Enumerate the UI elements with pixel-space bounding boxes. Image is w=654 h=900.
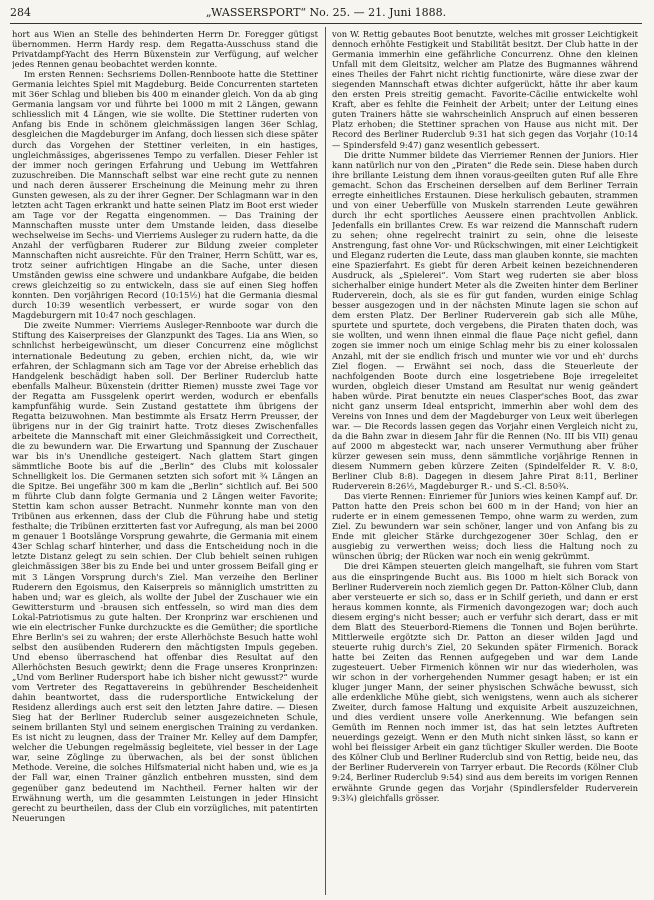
paragraph: von W. Rettig gebautes Boot benutzte, welches mit grosser Leichtigkeit dennoch erhöhte Festigkeit und Stabilität besitzt. Der Club hatte in der Germania immerhin eine gefährliche Concurrenz. Ohne den kleinen Unfall mit dem Gleitsitz, welcher am Platze des Bugmannes während eines Theiles der Fahrt nicht richtig functionirte, wäre diese zwar der siegenden Mannschaft etwas dichter aufgerückt, hätte ihr aber kaum den ersten Preis streitig gemacht. Favorite-Cäcilie entwickelte wohl Kraft, aber es fehlte die Feinheit der Arbeit; unter der Leitung eines guten Trainers hätte sie wahrscheinlich Anspruch auf einen besseren Platz erhoben; die Stettiner sprachen von Hause aus nicht mit. Der Record des Berliner Ruderclub 9:31 hat sich gegen das Vorjahr (10:14 — Spindersfeld 9:47) ganz wesentlich gebessert. (332, 29, 638, 150)
right-column (332, 29, 638, 895)
page-number: 284 (10, 6, 31, 19)
paragraph: Die zweite Nummer: Vierriems Ausleger-Rennboote war durch die Stiftung des Kaiserpreises der Glanzpunkt des Tages. Lia ans Wien, so schnlichst herbeigewünscht, um dieser Concurrenz eine möglichst internationale Bedeutung zu geben, erchien nicht, da, wie wir erfahren, der Schlagmann sich am Tage vor der Abreise erheblich das Handgelenk beschädigt haben soll. Der Berliner Ruderclub hatte ebenfalls Malheur. Büxenstein (dritter Riemen) musste zwei Tage vor der Regatta am Fussgelenk operirt werden, wodurch er ebenfalls kampfunfähig wurde. Sein Zustand gestattete ihm übrigens der Regatta beizuwohnen. Man bestimmte als Ersatz Herrn Preusser, der übrigens nur in der Gig trainirt hatte. Trotz dieses Zwischenfalles arbeitete die Mannschaft mit einer Gleichmässigkeit und Correctheit, die zu bewundern war. Die Erwartung und Spannung der Zuschauer war bis in's Unendliche gesteigert. Nach glattem Start gingen sämmtliche Boote bis auf die „Berlin“ des Clubs mit kolossaler Schnelligkeit los. Die Germanen setzten sich sofort mit ¾ Längen an die Spitze. Bei ungefähr 300 m kam die „Berlin“ sichtlich auf. Bei 500 m führte Club dann folgte Germania und 2 Längen weiter Favorite; Stettin kam schon ausser Betracht. Nunmehr konnte man von den Tribünen aus erkennen, dass der Club die Führung habe und stetig festhalte; die Tribünen erzitterten fast vor Aufregung, als man bei 2000 m genauer 1 Bootslänge Vorsprung gewahrte, die Germania mit einem 43er Schlag scharf hinterher, und dass die Entscheidung noch in die letzte Distanz gelegt zu sein schien. Der Club behielt seinen ruhigen gleichmässigen 38er bis zu Ende bei und unter grossem Beifall ging er mit 3 Längen Vorsprung durch's Ziel. Man verzeihe den Berliner Ruderern den Egoismus, den Kaiserpreis so männiglich umstritten zu haben und; war es gleich, als wollte der Jubel der Zuschauer wie ein Gewittersturm und -brausen sich entfesseln, so wird man dies dem Lokal-Patriotismus zu gute halten. Der Kronprinz war erschienen und wie ein electrischer Funke durchzuckte es die Gemüther; die sportliche Ehre Berlin's sei zu wahren; der erste Allerhöchste Besuch hatte wohl selbst den ausübenden Ruderern den mächtigsten Impuls gegeben. Und ebenso überraschend hat offenbar dies Resultat auf den Allerhöchsten Besuch gewirkt; denn die Frage unseres Kronprinzen: „Und vom Berliner Rudersport habe ich bisher nicht gewusst?“ wurde vom Vertreter des Regattavereins in gebührender Bescheidenheit dahin beantwortet, dass die rudersportliche Entwickelung der Residenz allerdings auch erst seit den letzten Jahre datire. — Diesen Sieg hat der Berliner Ruderclub seiner ausgezeichneten Schule, seinem brillanten Styl und seinem energischen Training zu verdanken. Es ist nicht zu leugnen, dass der Trainer Mr. Kelley auf dem Dampfer, welcher die Uebungen regelmässig begleitete, viel besser in der Lage war, seine Zöglinge zu überwachen, als bei der sonst üblichen Methode. Vereine, die solches Hilfsmaterial nicht haben und, wie es ja der Fall war, einen Trainer gänzlich entbehren mussten, sind dem gegenüber ganz bedeutend im Nachtheil. Ferner halten wir der Erwähnung werth, um die gesammten Leistungen in jeder Hinsicht gerecht zu beurtheilen, dass der Club ein vorzügliches, mit patentirten Neuerungen (12, 320, 318, 823)
column-divider (325, 27, 326, 895)
paragraph: Im ersten Rennen: Sechsriems Dollen-Rennboote hatte die Stettiner Germania leichtes Spiel mit Magdeburg. Beide Concurrenten starteten mit 36er Schlag und blieben bis 400 m einander gleich. Von da ab ging Germania langsam vor und führte bei 1000 m mit 2 Längen, gewann schliesslich mit 4 Längen, wie sie wollte. Die Stettiner ruderten von Anfang bis Ende in schönem gleichmässigen langen 36er Schlag, desgleichen die Magdeburger im Anfang, doch liessen sich diese später durch das Vorgehen der Stettiner verleiten, in ein hastiges, ungleichmässiges, abgerissenes Tempo zu verfallen. Dieser Fehler ist der immer noch geringen Erfahrung und Uebung im Wettfahren zuzuschreiben. Die Mannschaft selbst war eine recht gute zu nennen und nach deren äusserer Erscheinung die Meinung mehr zu ihren Gunsten gewesen, als zu der ihrer Gegner. Der Schlagmann war in den letzten acht Tagen erkrankt und hatte seinen Platz im Boot erst wieder am Tage vor der Regatta eingenommen. — Das Training der Mannschaften musste unter dem Umstande leiden, dass dieselbe wechselweise im Sechs- und Vierriems Ausleger zu rudern hatte, da die Anzahl der verfügbaren Ruderer zur Bildung zweier completer Mannschaften nicht ausreichte. Für den Trainer, Herrn Schütt, war es, trotz seiner aufrichtigen Hingabe an die Sache, unter diesen Umständen gewiss eine schwere und undankbare Aufgabe, die beiden crews gleichzeitig so zu entwickeln, dass sie auf einen Sieg hoffen konnten. Den vorjährigen Record (10:15½) hat die Germania diesmal durch 10:39 wesentlich verbessert, er wurde sogar von den Magdeburgern mit 10:47 noch geschlagen. (12, 69, 318, 321)
page-header (10, 5, 642, 21)
paragraph: Das vierte Rennen: Einriemer für Juniors wies keinen Kampf auf. Dr. Patton hatte den Preis schon bei 600 m in der Hand; von hier an ruderte er in einem gemessenen Tempo, ohne warm zu werden, zum Ziel. Zu bewundern war sein schöner, langer und von Anfang bis zu Ende mit gleicher Stärke durchgezogener 30er Schlag, den er ausgiebig zu verwerthen weiss; doch liess die Haltung noch zu wünschen übrig; der Rücken war noch ein wenig gekrümmt. (332, 491, 638, 562)
left-column (12, 29, 318, 895)
paragraph: Die drei Kämpen steuerten gleich mangelhaft, sie fuhren vom Start aus die einspringende Bucht aus. Bis 1000 m hielt sich Borack von Berliner Ruderverein noch ziemlich gegen Dr. Patton-Kölner Club, dann aber versteuerte er sich so, dass er in Schilf gerieth, und dann er erst heraus kommen konnte, als Firmenich davongezogen war; doch auch diesem erging's nicht besser; auch er verfuhr sich derart, dass er mit dem Blatt des Steuerbord-Riemens die Tonnen und Bojen berührte. Mittlerweile ergötzte sich Dr. Patton an dieser wilden Jagd und steuerte ruhig durch's Ziel, 20 Sekunden später Firmenich. Borack hatte bei Zeiten das Rennen aufgegeben und war dem Lande zugesteuert. Ueber Firmenich können wir nur das wiederholen, was wir schon in der vorhergehenden Nummer gesagt haben; er ist ein kluger junger Mann, der seiner physischen Schwäche bewusst, sich alle erdenkliche Mühe giebt, sich wenigstens, wenn auch als sicherer Zweiter, durch famose Haltung und exquisite Arbeit auszuzeichnen, und dies verdient unsere volle Anerkennung. Wie befangen sein Gemüth im Rennen noch immer ist, das hat sein letztes Auftreten neuerdings gezeigt. Wenn er den Muth nicht sinken lässt, so kann er wohl bei fleissiger Arbeit ein ganz tüchtiger Skuller werden. Die Boote des Kölner Club und Berliner Ruderclub sind von Rettig, beide neu, das der Berliner Ruderverein von Tarryer erbaut. Die Records (Kölner Club 9:24, Berliner Ruderclub 9:54) sind aus dem bereits im vorigen Rennen erwähnte Grunde gegen das Vorjahr (Spindlersfelder Ruderverein 9:3¾) gleichfalls grösser. (332, 561, 638, 803)
paragraph: hort aus Wien an Stelle des behinderten Herrn Dr. Foregger gütigst übernommen. Herrn Hardy resp. dem Regatta-Ausschuss stand die Privatdampf-Yacht des Herrn Büxenstein zur Verfügung, auf welcher jedes Rennen genau beobachtet werden konnte. (12, 29, 318, 70)
header-rule (10, 23, 642, 24)
running-title: „WASSERSPORT“ No. 25. — 21. Juni 1888. (205, 6, 447, 19)
paragraph: Die dritte Nummer bildete das Vierriemer Rennen der Juniors. Hier kann natürlich nur von den „Piraten“ die Rede sein. Diese haben durch ihre brillante Leistung dem ihnen voraus-geeilten guten Ruf alle Ehre gemacht. Schon das Erscheinen derselben auf dem Berliner Terrain erregte einheitliches Erstaunen. Diese herkulisch gebauten, strammen und von einer Ueberfülle von Muskeln starrenden Leute gewähren durch ihr echt sportliches Aeussere einen prachtvollen Anblick. Jedenfalls ein brillantes Crew. Es war reizend die Mannschaft rudern zu sehen; ohne regelrecht trainirt zu sein, ohne die leiseste Anstrengung, fast ohne Vor- und Rückschwingen, mit einer Leichtigkeit und Eleganz ruderten die Leute, dass man glauben konnte, sie machten eine Spazierfahrt. Es giebt für deren Arbeit keinen bezeichnenderen Ausdruck, als „Spielerei“. Vom Start weg ruderten sie aber bloss sicherhalber einige hundert Meter als die Zweiten hinter dem Berliner Ruderverein, doch, als sie es für gut fanden, wurden einige Schlag besser ausgezogen und in der nächsten Minute lagen sie schon auf dem ersten Platz. Der Berliner Ruderverein gab sich alle Mühe, spurtete und spurtete, doch vergebens, die Piraten thaten doch, was sie wollten, und wenn ihnen einmal die flaue Paçe nicht gefiel, dann zogen sie immer noch um einige Schlag mehr bis zu einer kolossalen Anzahl, mit der sie endlich frisch und munter wie vor und eh' durchs Ziel flogen. — Erwähnt sei noch, dass die Steuerleute der nachfolgenden Boote durch eine losgetriebene Boje irregeleitet wurden, obgleich dieser Umstand am Resultat nur wenig geändert haben würde. Pirat benutzte ein neues Clasper'sches Boot, das zwar nicht ganz unserm Ideal entspricht, immerhin aber wohl dem des Vereins von Innes und dem der Magdeburger von Leux weit überlegen war. — Die Records lassen gegen das Vorjahr einen Vergleich nicht zu, da die Bahn zwar in diesem Jahr für die Rennen (No. III bis VII) genau auf 2000 m abgesteckt war, nach unserer Vermuthung aber früher kürzer gewesen sein muss, denn sämmtliche vorjährige Rennen in diesem Nummern geben kürzere Zeiten (Spindelfelder R. V. 8:0, Berliner Club 8:8). Dagegen in diesem Jahre Pirat 8:11, Berliner Ruderverein 8:26½, Magdeburger R.- und S.-Cl. 8:50¾. (332, 149, 638, 492)
